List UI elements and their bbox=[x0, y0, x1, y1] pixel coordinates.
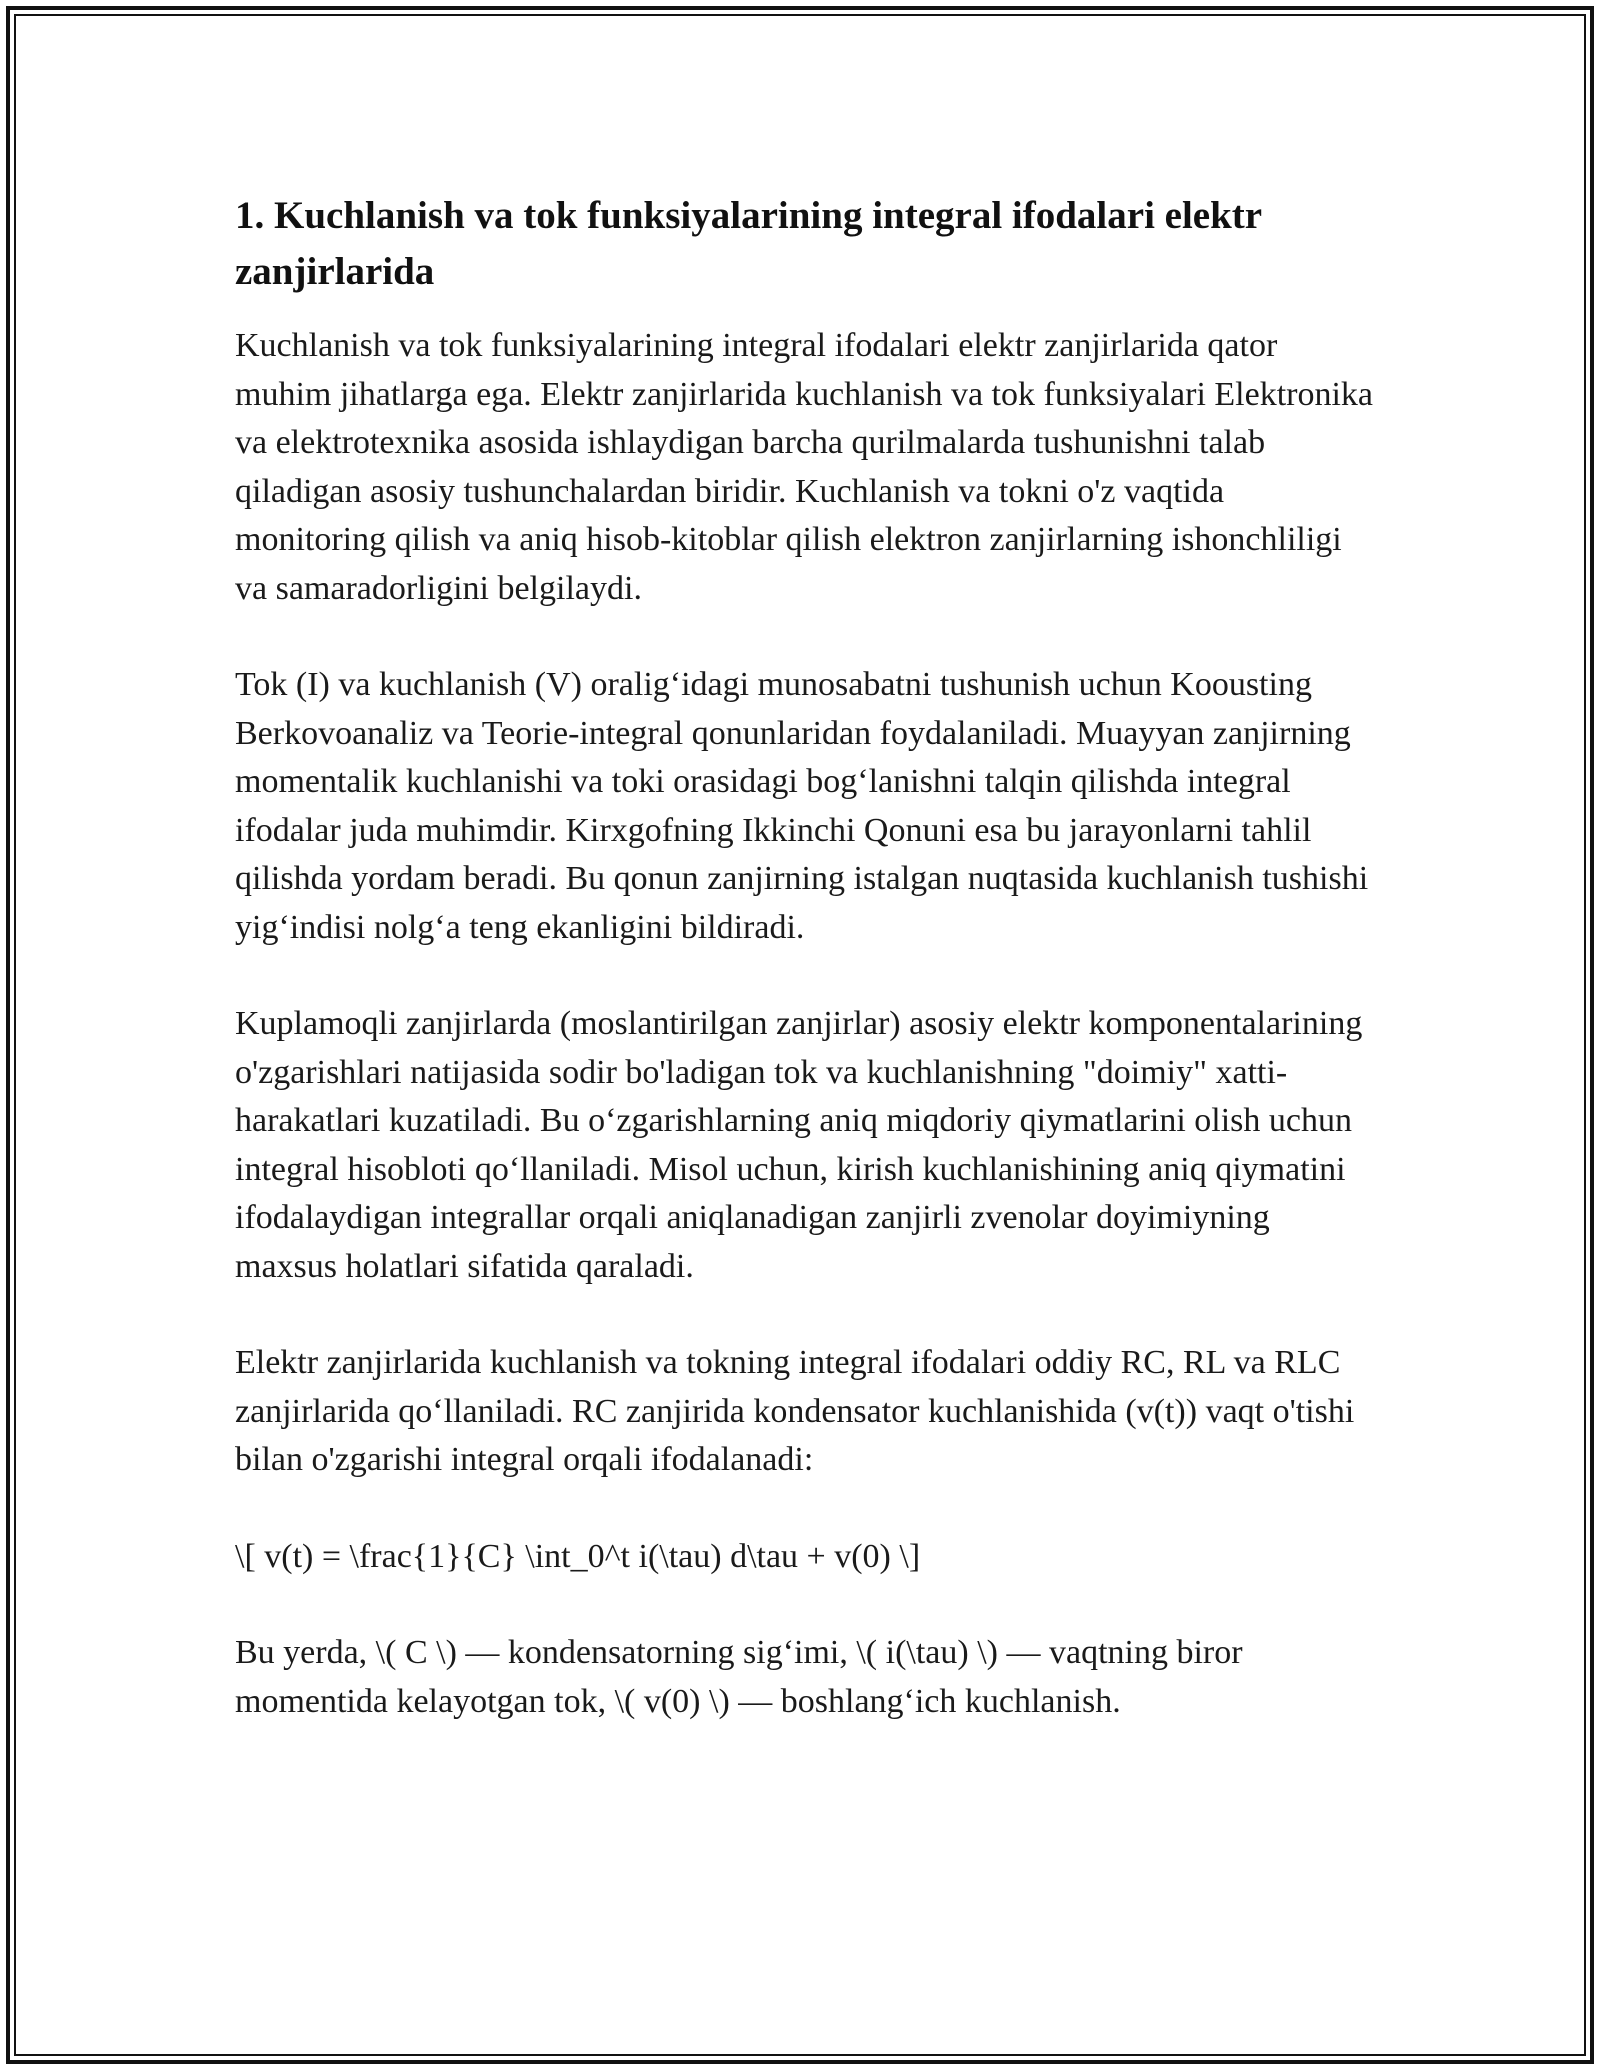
paragraph-2: Tok (I) va kuchlanish (V) oralig‘idagi munosabatni tushunish uchun Koousting Berkovoanaliz va Teorie-integral qonunlaridan foydalaniladi. Muayyan zanjirning momentalik kuchlanishi va toki orasidagi bog‘lanishni talqin qilishda integral ifodalar juda muhimdir. Kirxgofning Ikkinchi Qonuni esa bu jarayonlarni tahlil qilishda yordam beradi. Bu qonun zanjirning istalgan nuqtasida kuchlanish tushishi yig‘indisi nolg‘a teng ekanligini bildiradi. bbox=[235, 666, 1369, 946]
paragraph-3: Kuplamoqli zanjirlarda (moslantirilgan zanjirlar) asosiy elektr komponentalarining o'zgarishlari natijasida sodir bo'ladigan tok va kuchlanishning "doimiy" xatti-harakatlari kuzatiladi. Bu o‘zgarishlarning aniq miqdoriy qiymatlarini olish uchun integral hisobloti qo‘llaniladi. Misol uchun, kirish kuchlanishining aniq qiymatini ifodalaydigan integrallar orqali aniqlanadigan zanjirli zvenolar doyimiyning maxsus holatlari sifatida qaraladi. bbox=[235, 1005, 1363, 1285]
paragraph-1: Kuchlanish va tok funksiyalarining integral ifodalari elektr zanjirlarida qator muhim jihatlarga ega. Elektr zanjirlarida kuchlanish va tok funksiyalari Elektronika va elektrotexnika asosida ishlaydigan barcha qurilmalarda tushunishni talab qiladigan asosiy tushunchalardan biridir. Kuchlanish va tokni o'z vaqtida monitoring qilish va aniq hisob-kitoblar qilish elektron zanjirlarning ishonchliligi va samaradorligini belgilaydi. bbox=[235, 327, 1374, 607]
closing-paragraph: Bu yerda, \( C \) — kondensatorning sig‘imi, \( i(\tau) \) — vaqtning biror momentida kelayotgan tok, \( v(0) \) — boshlang‘ich kuchlanish. bbox=[235, 1634, 1243, 1720]
section-heading: 1. Kuchlanish va tok funksiyalarining integral ifodalari elektr zanjirlarida bbox=[235, 194, 1262, 293]
paragraph-4: Elektr zanjirlarida kuchlanish va tokning integral ifodalari oddiy RC, RL va RLC zanjirlarida qo‘llaniladi. RC zanjirida kondensator kuchlanishida (v(t)) vaqt o'tishi bilan o'zgarishi integral orqali ifodalanadi: bbox=[235, 1344, 1355, 1478]
formula-line: \[ v(t) = \frac{1}{C} \int_0^t i(\tau) d\tau + v(0) \] bbox=[235, 1537, 921, 1575]
document-body bbox=[235, 188, 1375, 1774]
